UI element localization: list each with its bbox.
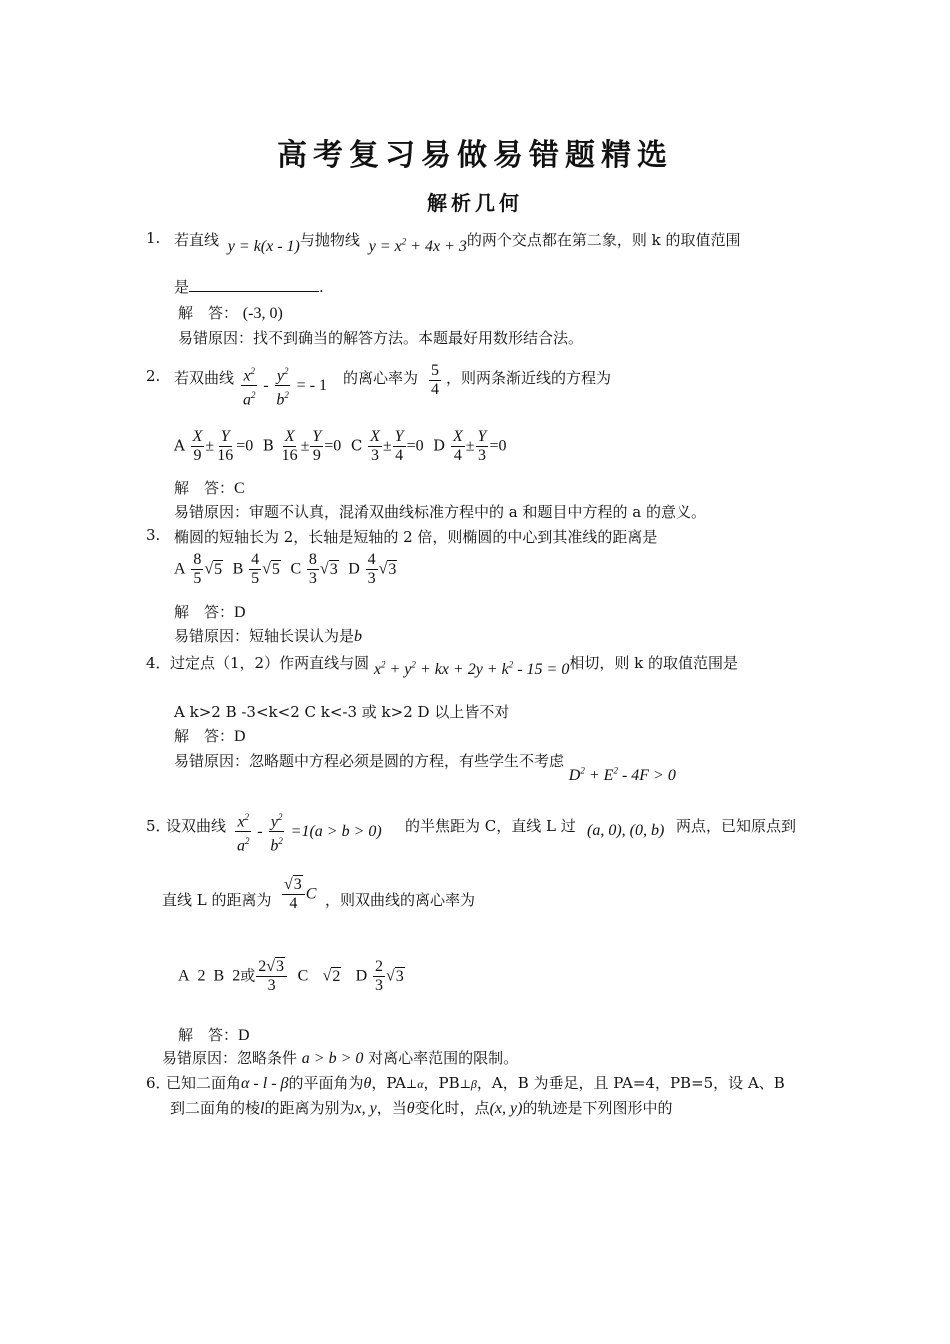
q1-parabola-equation: $y = x^2 + 4x + 3$: [368, 236, 467, 255]
q2-line1b: 的离心率为: [343, 369, 419, 387]
q6-line1: 已知二面角α - l - β的平面角为θ，PA⊥α，PB⊥β，A，B 为垂足，且 PA=4，PB=5，设 A、B: [166, 1074, 785, 1092]
q5-distance: $\frac{√3}{4}$ C: [284, 876, 317, 912]
q1-line1: 若直线 y = k(x - 1)与抛物线 $y = x^2 + 4x + 3$的两个交点都在第二象，则 k 的取值范围: [174, 231, 741, 255]
q1-number: 1.: [146, 229, 161, 247]
q3-text: 椭圆的短轴长为 2，长轴是短轴的 2 倍，则椭圆的中心到其准线的距离是: [174, 528, 658, 546]
q5-line1b: 的半焦距为 C，直线 L 过: [405, 817, 576, 835]
q4-circle-equation: $x^2 + y^2$ + kx + $2y + k^2 - 15 = 0$: [373, 659, 570, 678]
q3-reason: 易错原因：短轴长误认为是b: [174, 627, 363, 645]
q5-line1c: 两点，已知原点到: [676, 817, 797, 835]
q1-line-equation: y = k(x - 1): [227, 238, 300, 255]
page-title: 高考复习易做易错题精选: [277, 138, 673, 173]
q2-hyperbola-equation: $\frac{x^2}{a^2}$ - $\frac{y^2}{b^2}$ = - 1: [240, 362, 327, 410]
q1-answer: 解 答： (-3, 0): [178, 304, 283, 322]
q5-number: 5．: [146, 817, 171, 835]
q4-reason: 易错原因：忽略题中方程必须是圆的方程，有些学生不考虑 $D^2 + E^2 - 4F > 0$: [174, 752, 676, 784]
q2-eccentricity: $\frac{5}{4}$: [431, 362, 439, 398]
q2-option-c: C: [350, 436, 363, 455]
q2-options: A $\frac{X}{9}$ ± $\frac{Y}{16}$ =0 B $\frac{X}{16}$ ± $\frac{Y}{9}$ =0 C $\frac{X}{3}$ ± $\frac{Y}{4}$ =0 D $\frac{X}{4}$ ± $\frac{Y}{3}$ =0: [174, 428, 507, 464]
page-subtitle: 解析几何: [427, 191, 523, 215]
q2-reason: 易错原因：审题不认真，混淆双曲线标准方程中的 a 和题目中方程的 a 的意义。: [174, 503, 706, 521]
q5-answer: 解 答：D: [178, 1026, 250, 1044]
q5-line2a: 直线 L 的距离为: [162, 891, 272, 909]
q2-option-d: D: [433, 436, 446, 455]
q4-line1: 过定点（1，2）作两直线与圆 $x^2 + y^2$ + kx + $2y + k^2 - 15 = 0$相切，则 k 的取值范围是: [170, 654, 738, 678]
q3-options: A $\frac{8}{5}$ √5 B $\frac{4}{5}$ √5 C $\frac{8}{3}$ √3 D $\frac{4}{3}$ √3: [174, 551, 397, 587]
q1-reason: 易错原因：找不到确当的解答方法。本题最好用数形结合法。: [178, 329, 584, 347]
q2-option-b: B: [262, 436, 274, 455]
answer-blank: [189, 277, 319, 292]
q5-hyperbola-equation: $\frac{x^2}{a^2}$ - $\frac{y^2}{b^2}$ =1(a > b > 0): [234, 808, 382, 856]
q5-line1a: 设双曲线: [166, 817, 227, 835]
q3-answer: 解 答：D: [174, 603, 246, 621]
q5-options: A 2 B 2或 $\frac{2√3}{3}$ C √2 D $\frac{2}{3}$ √3: [178, 958, 404, 994]
q5-reason: 易错原因：忽略条件 a > b > 0 对离心率范围的限制。: [162, 1049, 519, 1067]
q6-line2: 到二面角的棱l的距离为别为x, y，当θ变化时，点(x, y)的轨迹是下列图形中的: [170, 1099, 673, 1117]
q5-line2b: ，则双曲线的离心率为: [325, 891, 476, 909]
q6-number: 6．: [146, 1074, 171, 1092]
q3-number: 3.: [146, 526, 161, 544]
q2-number: 2.: [146, 367, 161, 385]
q2-answer: 解 答：C: [174, 479, 245, 497]
q4-number: 4．: [146, 654, 171, 672]
q4-answer: 解 答：D: [174, 727, 246, 745]
q5-points: (a, 0), (0, b): [587, 822, 665, 839]
q2-line1: 若双曲线: [174, 369, 235, 387]
q4-options: A k>2 B -3<k<2 C k<-3 或 k>2 D 以上皆不对: [174, 703, 510, 721]
q1-line2: 是 .: [174, 278, 324, 296]
q2-line1c: ，则两条渐近线的方程为: [446, 369, 612, 387]
q2-option-a: A: [174, 436, 185, 455]
